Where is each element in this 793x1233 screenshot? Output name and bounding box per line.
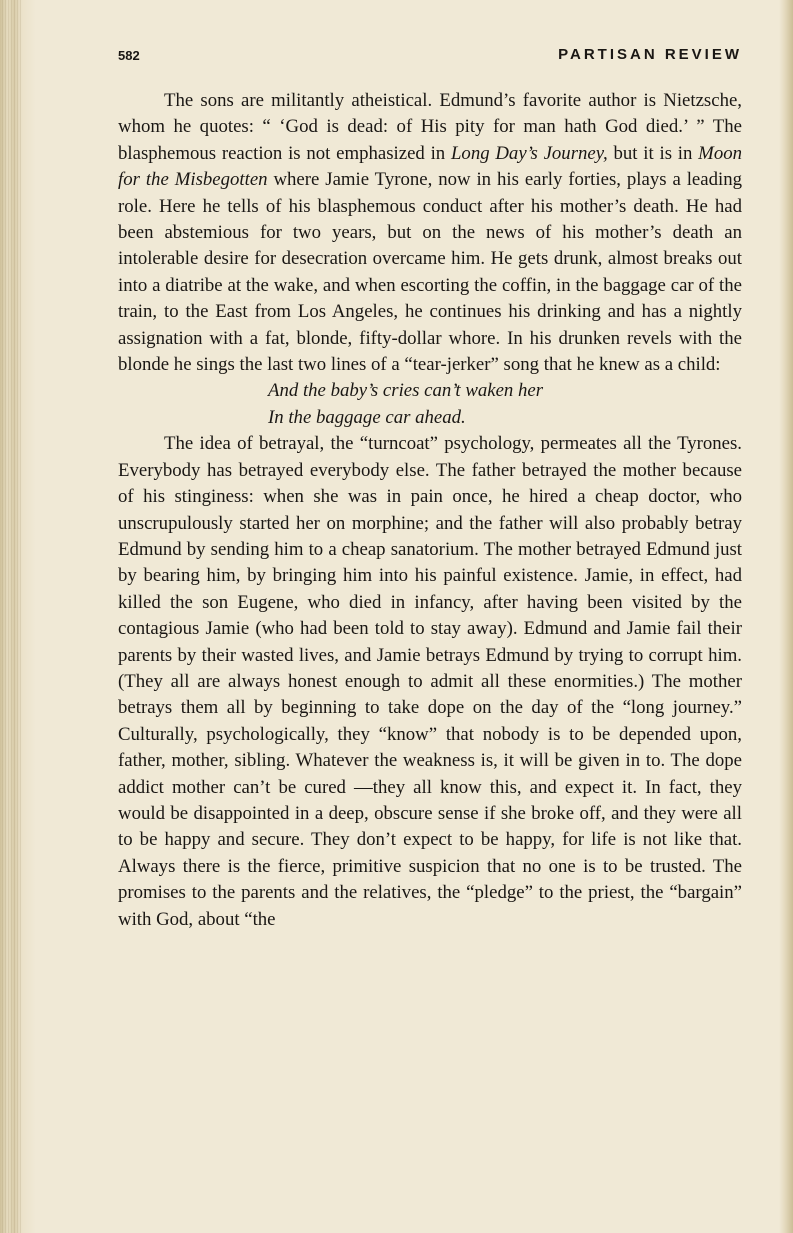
- running-head: PARTISAN REVIEW: [558, 46, 742, 63]
- verse-quotation: [268, 378, 742, 431]
- title-moon-for-the-misbegotten: Moon for the Misbegotten: [118, 142, 742, 191]
- verse-line-2: In the baggage car ahead.: [268, 406, 466, 428]
- verse-line-1: And the baby’s cries can’t waken her: [268, 380, 544, 402]
- gutter-shading: [2, 0, 22, 1233]
- page-edge: [779, 0, 793, 1233]
- page-header: [118, 44, 742, 68]
- paragraph-2: The idea of betrayal, the “turncoat” psychology, permeates all the Tyrones. Everybody has betrayed everybody else. The father betrayed the mother because of his stinginess: when she was in pain once, he hired a cheap doctor, who unscrupulously started her on morphine; and the father will also probably betray Edmund by sending him to a cheap sanatorium. The mother betrayed Edmund just by bearing him, by bringing him into his painful existence. Jamie, in effect, had killed the son Eugene, who died in infancy, after having been visited by the contagious Jamie (who had been told to stay away). Edmund and Jamie fail their parents by their wasted lives, and Jamie betrays Edmund by trying to corrupt him. (They all are always honest enough to admit all these enormities.) The mother betrays them all by beginning to take dope on the day of the “long journey.” Culturally, psychologically, they “know” that nobody is to be depended upon, father, mother, sibling. Whatever the weakness is, it will be given in to. The dope addict mother can’t be cured —they all know this, and expect it. In fact, they would be disappointed in a deep, obscure sense if she broke off, and they were all to be happy and secure. They don’t expect to be happy, for life is not like that. Always there is the fierce, primitive suspicion that no one is to be trusted. The promises to the parents and the relatives, the “pledge” to the priest, the “bargain” with God, about “the: [118, 433, 742, 930]
- paragraph-1-text-b: but it is in: [607, 142, 699, 164]
- paragraph-1-text-a: The sons are militantly atheistical. Edmund’s favorite author is Nietzsche, whom he quotes: “ ‘God is dead: of His pity for man hath God died.’ ” The blasphemous reaction is not emphasized in: [118, 90, 742, 164]
- body-text: [118, 88, 742, 933]
- paragraph-1: [118, 88, 742, 378]
- page-number: 582: [118, 48, 140, 63]
- page-gutter: [0, 0, 36, 1233]
- title-long-days-journey: Long Day’s Journey,: [450, 142, 608, 164]
- paragraph-1-text-c: where Jamie Tyrone, now in his early forties, plays a leading role. Here he tells of his blasphemous conduct after his mother’s death. He had been abstemious for two years, but on the news of his mother’s death an intolerable desire for desecration overcame him. He gets drunk, almost breaks out into a diatribe at the wake, and when escorting the coffin, in the baggage car of the train, to the East from Los Angeles, he continues his drinking and has a nightly assignation with a fat, blonde, fifty-dollar whore. In his drunken revels with the blonde he sings the last two lines of a “tear-jerker” song that he knew as a child:: [118, 169, 742, 376]
